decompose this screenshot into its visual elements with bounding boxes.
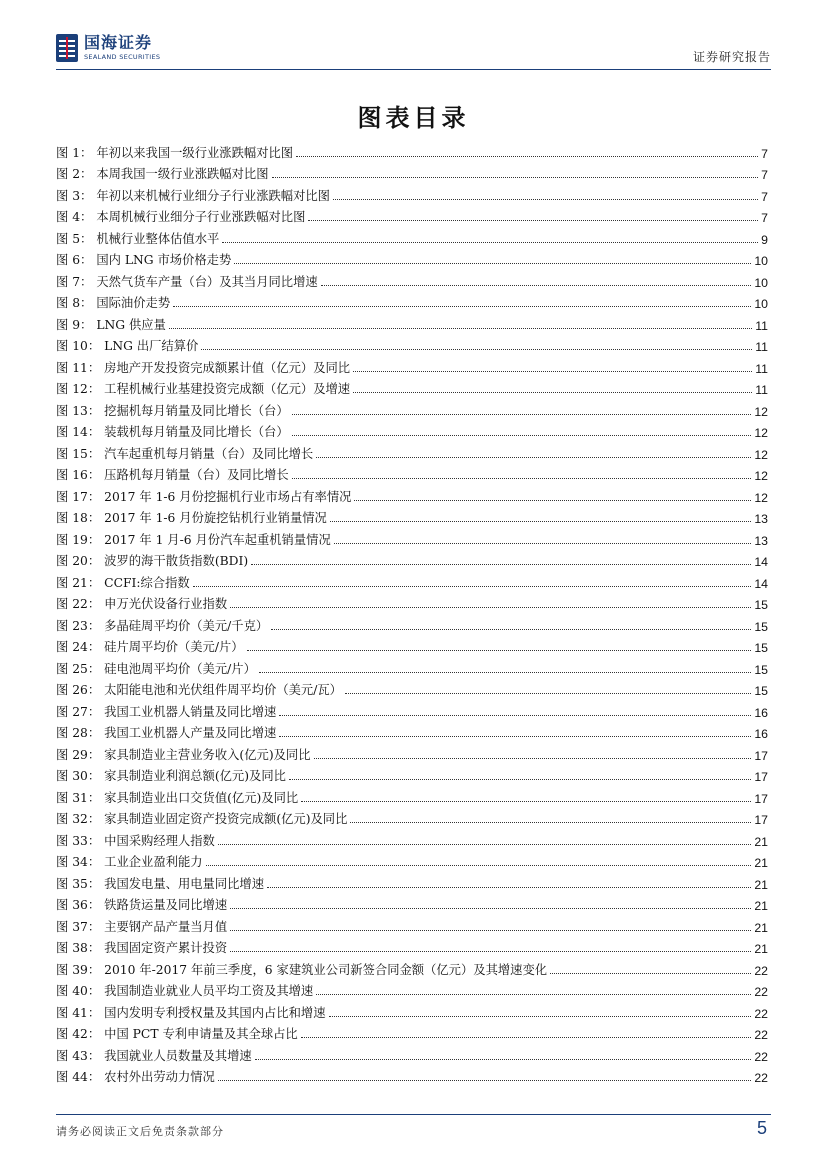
toc-entry-page: 15 <box>754 598 768 612</box>
toc-entry[interactable] <box>56 978 768 1000</box>
toc-entry-page: 14 <box>754 555 768 569</box>
toc-entry-title: 我国发电量、用电量同比增速 <box>104 876 265 891</box>
toc-entry[interactable] <box>56 161 768 183</box>
toc-entry-title: 装载机每月销量及同比增长（台） <box>104 425 289 439</box>
toc-entry-number: 图 36： <box>56 898 101 912</box>
toc-entry[interactable] <box>56 440 768 462</box>
toc-entry-title: 我国就业人员数量及其增速 <box>104 1048 252 1063</box>
toc-entry-page: 12 <box>754 447 768 462</box>
toc-leader-dots <box>314 758 752 759</box>
toc-leader-dots <box>292 435 752 436</box>
toc-entry[interactable] <box>56 892 768 914</box>
toc-entry-page: 17 <box>754 770 768 784</box>
toc-entry-number: 图 33： <box>56 833 101 848</box>
toc-entry-page: 21 <box>754 942 768 956</box>
toc-entry-number: 图 42： <box>56 1027 101 1041</box>
toc-entry-number: 图 28： <box>56 726 101 740</box>
toc-entry-page: 22 <box>754 1028 768 1042</box>
toc-leader-dots <box>279 736 751 737</box>
toc-entry-number: 图 2： <box>56 167 93 181</box>
toc-leader-dots <box>193 586 752 587</box>
toc-entry-number: 图 24： <box>56 640 101 654</box>
report-type-label: 证券研究报告 <box>692 50 771 64</box>
toc-entry-page: 12 <box>754 426 768 440</box>
toc-entry-number: 图 1： <box>56 145 93 160</box>
toc-leader-dots <box>234 263 751 264</box>
toc-entry-number: 图 8： <box>56 296 93 310</box>
toc-entry-title: 2017 年 1 月-6 月份汽车起重机销量情况 <box>104 532 331 547</box>
toc-leader-dots <box>230 607 751 608</box>
toc-leader-dots <box>271 629 751 630</box>
toc-leader-dots <box>279 715 751 716</box>
toc-leader-dots <box>218 844 751 845</box>
toc-leader-dots <box>321 285 752 286</box>
toc-entry-title: 家具制造业利润总额(亿元)及同比 <box>104 769 286 783</box>
toc-entry-number: 图 34： <box>56 855 101 869</box>
toc-entry-title: 中国采购经理人指数 <box>104 833 215 848</box>
toc-entry[interactable] <box>56 741 768 763</box>
toc-entry[interactable] <box>56 548 768 570</box>
toc-entry[interactable] <box>56 677 768 699</box>
toc-entry-number: 图 35： <box>56 876 101 891</box>
toc-entry-page: 12 <box>754 404 768 419</box>
toc-entry-title: 家具制造业固定资产投资完成额(亿元)及同比 <box>104 812 348 826</box>
toc-entry-number: 图 37： <box>56 919 101 934</box>
toc-entry-page: 21 <box>754 856 768 870</box>
toc-entry-number: 图 10： <box>56 339 101 353</box>
toc-entry-page: 22 <box>754 985 768 999</box>
toc-entry-title: LNG 出厂结算价 <box>104 339 199 353</box>
toc-entry-number: 图 27： <box>56 704 101 719</box>
toc-leader-dots <box>329 1016 752 1017</box>
toc-leader-dots <box>316 457 751 458</box>
figure-list <box>56 139 768 1085</box>
toc-entry-page: 15 <box>754 662 768 677</box>
toc-entry[interactable] <box>56 483 768 505</box>
toc-entry-page: 21 <box>754 834 768 849</box>
footer-disclaimer: 请务必阅读正文后免责条款部分 <box>56 1125 224 1138</box>
toc-leader-dots <box>301 801 751 802</box>
toc-entry-title: 家具制造业主营业务收入(亿元)及同比 <box>104 747 311 762</box>
toc-entry-page: 15 <box>754 684 768 698</box>
toc-entry-title: 主要钢产品产量当月值 <box>104 919 228 934</box>
toc-entry[interactable] <box>56 591 768 613</box>
toc-entry-title: 硅片周平均价（美元/片） <box>104 640 244 654</box>
toc-leader-dots <box>292 478 752 479</box>
page-title: 图表目录 <box>357 104 470 132</box>
brand-logo <box>56 30 160 66</box>
toc-entry[interactable] <box>56 247 768 269</box>
toc-entry-number: 图 9： <box>56 317 93 332</box>
brand-name-cn: 国海证券 <box>84 33 153 53</box>
toc-entry-number: 图 41： <box>56 1005 101 1020</box>
toc-entry-title: 本周机械行业细分子行业涨跌幅对比图 <box>96 210 306 224</box>
toc-entry-page: 17 <box>754 748 768 763</box>
toc-entry-title: 汽车起重机每月销量（台）及同比增长 <box>104 446 314 461</box>
toc-entry-title: 多晶硅周平均价（美元/千克） <box>104 618 269 633</box>
toc-entry-number: 图 22： <box>56 597 101 611</box>
toc-entry[interactable] <box>56 935 768 957</box>
toc-leader-dots <box>272 177 759 178</box>
toc-entry-page: 22 <box>754 963 768 978</box>
toc-entry-title: 铁路货运量及同比增速 <box>104 898 228 912</box>
toc-entry[interactable] <box>56 1064 768 1086</box>
toc-leader-dots <box>308 220 758 221</box>
toc-entry-number: 图 6： <box>56 253 93 267</box>
toc-leader-dots <box>230 951 751 952</box>
toc-entry-page: 9 <box>761 232 768 247</box>
toc-entry[interactable] <box>56 956 768 978</box>
toc-entry[interactable] <box>56 182 768 204</box>
toc-entry[interactable] <box>56 462 768 484</box>
toc-entry[interactable] <box>56 311 768 333</box>
header-divider <box>56 69 771 70</box>
toc-leader-dots <box>259 672 751 673</box>
toc-entry[interactable] <box>56 1042 768 1064</box>
toc-entry-page: 11 <box>755 361 768 376</box>
toc-entry[interactable] <box>56 784 768 806</box>
toc-entry-title: 工程机械行业基建投资完成额（亿元）及增速 <box>104 382 351 396</box>
toc-entry-number: 图 11： <box>56 360 101 375</box>
toc-leader-dots <box>201 349 752 350</box>
toc-entry-page: 17 <box>754 813 768 827</box>
toc-entry-title: 天然气货车产量（台）及其当月同比增速 <box>96 274 318 289</box>
toc-entry-title: 年初以来机械行业细分子行业涨跌幅对比图 <box>96 188 330 203</box>
toc-entry[interactable] <box>56 913 768 935</box>
toc-leader-dots <box>316 994 751 995</box>
toc-entry-number: 图 19： <box>56 532 101 547</box>
toc-entry-title: 我国工业机器人销量及同比增速 <box>104 704 277 719</box>
toc-entry[interactable] <box>56 870 768 892</box>
toc-entry-number: 图 43： <box>56 1048 101 1063</box>
toc-entry-page: 12 <box>754 469 768 483</box>
toc-leader-dots <box>354 500 751 501</box>
toc-entry[interactable] <box>56 419 768 441</box>
toc-leader-dots <box>255 1059 752 1060</box>
toc-leader-dots <box>267 887 751 888</box>
toc-entry-page: 10 <box>754 297 768 311</box>
toc-leader-dots <box>222 242 758 243</box>
toc-entry[interactable] <box>56 827 768 849</box>
toc-entry[interactable] <box>56 397 768 419</box>
toc-entry[interactable] <box>56 225 768 247</box>
toc-entry[interactable] <box>56 268 768 290</box>
toc-entry-title: 机械行业整体估值水平 <box>96 231 220 246</box>
toc-entry-page: 12 <box>754 490 768 505</box>
toc-leader-dots <box>247 650 752 651</box>
toc-leader-dots <box>345 693 751 694</box>
toc-entry-title: 国内 LNG 市场价格走势 <box>96 253 232 267</box>
toc-leader-dots <box>292 414 752 415</box>
toc-entry[interactable] <box>56 333 768 355</box>
toc-entry[interactable] <box>56 634 768 656</box>
toc-entry-page: 10 <box>754 254 768 268</box>
brand-name-en: SEALAND SECURITIES <box>84 53 161 62</box>
toc-entry[interactable] <box>56 999 768 1021</box>
toc-entry-number: 图 18： <box>56 511 101 525</box>
toc-leader-dots <box>353 371 752 372</box>
toc-entry-title: 国际油价走势 <box>96 296 171 310</box>
footer-divider <box>56 1114 771 1115</box>
toc-entry-page: 11 <box>755 340 768 354</box>
toc-entry-page: 11 <box>755 318 768 333</box>
toc-leader-dots <box>334 543 752 544</box>
toc-leader-dots <box>206 865 752 866</box>
toc-entry-page: 21 <box>754 920 768 935</box>
toc-entry-title: 太阳能电池和光伏组件周平均价（美元/瓦） <box>104 683 342 697</box>
toc-entry[interactable] <box>56 1021 768 1043</box>
page-header <box>56 30 771 66</box>
toc-entry-page: 22 <box>754 1049 768 1064</box>
toc-entry-title: 2017 年 1-6 月份旋挖钻机行业销量情况 <box>104 511 327 525</box>
toc-leader-dots <box>296 156 758 157</box>
toc-leader-dots <box>230 930 751 931</box>
toc-leader-dots <box>218 1080 751 1081</box>
toc-entry-number: 图 12： <box>56 382 101 396</box>
toc-entry-title: 2010 年-2017 年前三季度，6 家建筑业公司新签合同金额（亿元）及其增速变化 <box>104 962 548 977</box>
toc-entry-title: 挖掘机每月销量及同比增长（台） <box>104 403 289 418</box>
toc-leader-dots <box>353 392 752 393</box>
toc-entry-number: 图 26： <box>56 683 101 697</box>
toc-entry-number: 图 31： <box>56 790 101 805</box>
toc-entry-page: 22 <box>754 1071 768 1085</box>
toc-entry-number: 图 29： <box>56 747 101 762</box>
toc-entry-page: 16 <box>754 727 768 741</box>
toc-entry-number: 图 15： <box>56 446 101 461</box>
toc-leader-dots <box>350 822 751 823</box>
toc-leader-dots <box>251 564 751 565</box>
toc-entry-title: 本周我国一级行业涨跌幅对比图 <box>96 167 269 181</box>
toc-entry-title: 波罗的海干散货指数(BDI) <box>104 554 249 568</box>
toc-entry-number: 图 13： <box>56 403 101 418</box>
toc-entry[interactable] <box>56 806 768 828</box>
toc-leader-dots <box>230 908 751 909</box>
toc-entry-number: 图 40： <box>56 984 101 998</box>
toc-entry-number: 图 14： <box>56 425 101 439</box>
toc-entry-page: 7 <box>761 146 768 161</box>
toc-entry-page: 21 <box>754 877 768 892</box>
toc-entry-number: 图 25： <box>56 661 101 676</box>
toc-entry-title: 中国 PCT 专利申请量及其全球占比 <box>104 1027 298 1041</box>
toc-entry-number: 图 23： <box>56 618 101 633</box>
toc-entry-number: 图 16： <box>56 468 101 482</box>
toc-leader-dots <box>301 1037 752 1038</box>
toc-entry[interactable] <box>56 698 768 720</box>
toc-entry-title: 年初以来我国一级行业涨跌幅对比图 <box>96 145 294 160</box>
toc-entry-number: 图 5： <box>56 231 93 246</box>
toc-entry-title: CCFI:综合指数 <box>104 575 190 590</box>
toc-entry-number: 图 30： <box>56 769 101 783</box>
toc-leader-dots <box>333 199 758 200</box>
toc-entry[interactable] <box>56 763 768 785</box>
toc-entry[interactable] <box>56 655 768 677</box>
toc-entry[interactable] <box>56 612 768 634</box>
toc-leader-dots <box>169 328 752 329</box>
toc-entry-title: 我国工业机器人产量及同比增速 <box>104 726 277 740</box>
toc-entry-title: 我国固定资产累计投资 <box>104 941 228 955</box>
toc-entry[interactable] <box>56 139 768 161</box>
toc-entry-title: 工业企业盈利能力 <box>104 855 203 869</box>
toc-entry-number: 图 44： <box>56 1070 101 1084</box>
toc-entry-number: 图 39： <box>56 962 101 977</box>
sealand-logo-icon <box>56 34 78 62</box>
toc-entry-page: 7 <box>761 211 768 225</box>
toc-entry[interactable] <box>56 526 768 548</box>
toc-leader-dots <box>289 779 751 780</box>
toc-entry[interactable] <box>56 376 768 398</box>
toc-entry[interactable] <box>56 505 768 527</box>
toc-entry-page: 10 <box>754 275 768 290</box>
toc-entry-number: 图 4： <box>56 210 93 224</box>
toc-entry-number: 图 20： <box>56 554 101 568</box>
toc-entry-page: 15 <box>754 641 768 655</box>
toc-entry-number: 图 38： <box>56 941 101 955</box>
toc-entry-title: 房地产开发投资完成额累计值（亿元）及同比 <box>104 360 351 375</box>
toc-entry-page: 13 <box>754 533 768 548</box>
toc-entry-page: 11 <box>755 383 768 397</box>
toc-entry-number: 图 21： <box>56 575 101 590</box>
toc-entry-page: 14 <box>754 576 768 591</box>
toc-entry-title: 申万光伏设备行业指数 <box>104 597 228 611</box>
page-number: 5 <box>756 1118 767 1138</box>
toc-entry[interactable] <box>56 720 768 742</box>
toc-entry-title: 我国制造业就业人员平均工资及其增速 <box>104 984 314 998</box>
toc-entry-number: 图 7： <box>56 274 93 289</box>
toc-entry-page: 7 <box>761 168 768 182</box>
toc-entry-number: 图 17： <box>56 489 101 504</box>
toc-entry-title: 硅电池周平均价（美元/片） <box>104 661 256 676</box>
toc-entry[interactable] <box>56 849 768 871</box>
toc-entry-page: 16 <box>754 705 768 720</box>
toc-entry[interactable] <box>56 569 768 591</box>
toc-entry-number: 图 32： <box>56 812 101 826</box>
toc-entry-page: 7 <box>761 189 768 204</box>
toc-entry-title: 农村外出劳动力情况 <box>104 1070 215 1084</box>
toc-entry[interactable] <box>56 290 768 312</box>
toc-entry-title: 家具制造业出口交货值(亿元)及同比 <box>104 790 299 805</box>
toc-entry-title: 压路机每月销量（台）及同比增长 <box>104 468 289 482</box>
toc-entry[interactable] <box>56 204 768 226</box>
toc-entry-title: 2017 年 1-6 月份挖掘机行业市场占有率情况 <box>104 489 352 504</box>
toc-entry-page: 17 <box>754 791 768 806</box>
toc-entry-title: 国内发明专利授权量及其国内占比和增速 <box>104 1005 326 1020</box>
toc-leader-dots <box>173 306 751 307</box>
toc-entry-page: 15 <box>754 619 768 634</box>
toc-entry-page: 13 <box>754 512 768 526</box>
toc-entry-page: 22 <box>754 1006 768 1021</box>
toc-leader-dots <box>330 521 751 522</box>
toc-entry[interactable] <box>56 354 768 376</box>
toc-entry-number: 图 3： <box>56 188 93 203</box>
toc-leader-dots <box>550 973 751 974</box>
toc-entry-title: LNG 供应量 <box>96 317 166 332</box>
toc-entry-page: 21 <box>754 899 768 913</box>
